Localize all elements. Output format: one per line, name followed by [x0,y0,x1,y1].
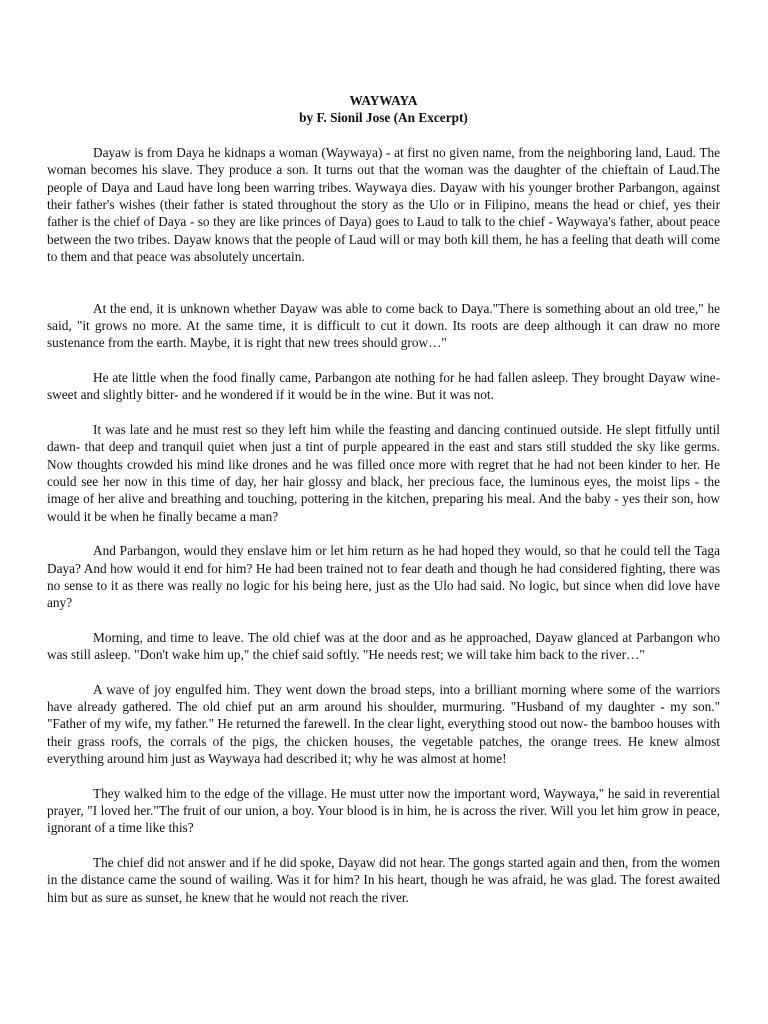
document-byline: by F. Sionil Jose (An Excerpt) [299,110,468,126]
paragraph-old-tree: At the end, it is unknown whether Dayaw was able to come back to Daya."There is something about an old tree," he said, "it grows no more. At the same time, it is difficult to cut it down. Its roots are deep although it can draw no more sustenance from the earth. Maybe, it is right that new trees should grow…" [47,300,720,351]
paragraph-night: It was late and he must rest so they left him while the feasting and dancing continued outside. He slept fitfully until dawn- that deep and tranquil quiet when just a tint of purple appeared in the east and stars still studded the sky like germs. Now thoughts crowded his mind like drones and he was filled once more with regret that he had not been kinder to her. He could see her now in this time of day, her hair glossy and black, her precious face, the luminous eyes, the moist lips - the image of her alive and breathing and touching, pottering in the kitchen, preparing his meal. And the baby - yes their son, how would it be when he finally became a man? [47,421,720,524]
paragraph-summary: Dayaw is from Daya he kidnaps a woman (Waywaya) - at first no given name, from the neighboring land, Laud. The woman becomes his slave. They produce a son. It turns out that the woman was the daughter of the chieftain of Laud.The people of Daya and Laud have long been warring tribes. Waywaya dies. Dayaw with his younger brother Parbangon, against their father's wishes (their father is stated throughout the story as the Ulo or in Filipino, means the head or chief, yes their father is the chief of Daya - so they are like princes of Daya) goes to Laud to talk to the chief - Waywaya's father, about peace between the two tribes. Dayaw knows that the people of Laud will or may both kill them, he has a feeling that death will come to them and that peace was absolutely uncertain. [47,144,720,265]
paragraph-village-edge: They walked him to the edge of the village. He must utter now the important word, Waywaya," he said in reverential prayer, "I loved her."The fruit of our union, a boy. Your blood is in him, he is across the river. Will you let him grow in peace, ignorant of a time like this? [47,785,720,836]
paragraph-food: He ate little when the food finally came, Parbangon ate nothing for he had fallen asleep. They brought Dayaw wine- sweet and slightly bitter- and he wondered if it would be in the wine. But it was not. [47,369,720,403]
document-title: WAYWAYA [349,93,418,108]
paragraph-parbangon: And Parbangon, would they enslave him or let him return as he had hoped they would, so that he could tell the Taga Daya? And how would it end for him? He had been trained not to fear death and though he had considered fighting, there was no sense to it as there was really no logic for his being here, just as the Ulo had said. No logic, but since when did love have any? [47,543,720,611]
document-page [47,92,720,923]
paragraph-joy: A wave of joy engulfed him. They went down the broad steps, into a brilliant morning where some of the warriors have already gathered. The old chief put an arm around his shoulder, murmuring. "Husband of my daughter - my son." "Father of my wife, my father." He returned the farewell. In the clear light, everything stood out now- the bamboo houses with their grass roofs, the corrals of the pigs, the chicken houses, the vegetable patches, the orange trees. He knew almost everything around him just as Waywaya had described it; why he was almost at home! [47,681,720,767]
paragraph-ending: The chief did not answer and if he did spoke, Dayaw did not hear. The gongs started again and then, from the women in the distance came the sound of wailing. Was it for him? In his heart, though he was afraid, he was glad. The forest awaited him but as sure as sunset, he knew that he would not reach the river. [47,854,720,905]
paragraph-morning: Morning, and time to leave. The old chief was at the door and as he approached, Dayaw glanced at Parbangon who was still asleep. "Don't wake him up," the chief said softly. "He needs rest; we will take him back to the river…" [47,629,720,663]
